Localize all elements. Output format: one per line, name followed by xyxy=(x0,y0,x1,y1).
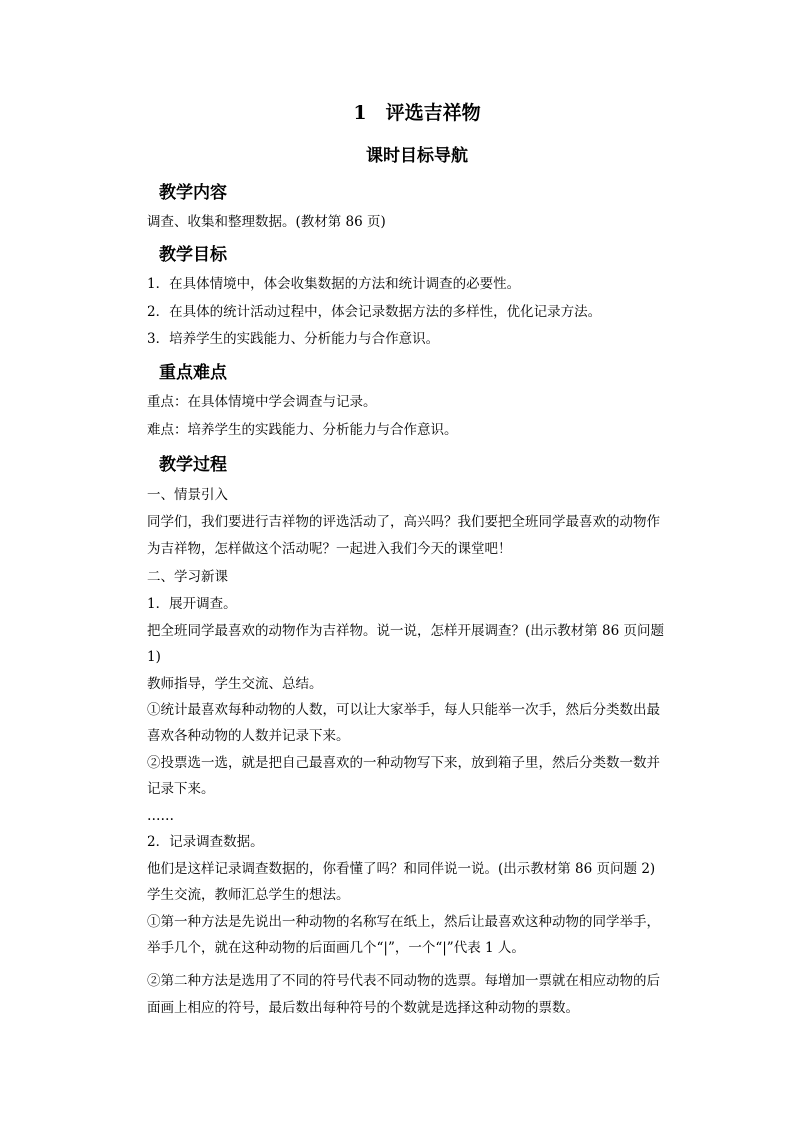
method-2-line-1: ②投票选一选，就是把自己最喜欢的一种动物写下来，放到箱子里，然后分类数一数并 xyxy=(147,755,660,771)
heading-goals: 教学目标 xyxy=(159,245,227,265)
heading-process: 教学过程 xyxy=(159,455,227,475)
record-2-line-1: ②第二种方法是选用了不同的符号代表不同动物的选票。每增加一票就在相应动物的后 xyxy=(147,973,660,989)
method-1-line-2: 喜欢各种动物的人数并记录下来。 xyxy=(147,728,350,744)
key-point: 重点：在具体情境中学会调查与记录。 xyxy=(147,394,377,410)
goal-3: 3．培养学生的实践能力、分析能力与合作意识。 xyxy=(147,331,440,347)
goal-2: 2．在具体的统计活动过程中，体会记录数据方法的多样性，优化记录方法。 xyxy=(147,304,602,320)
method-2-line-2: 记录下来。 xyxy=(147,781,215,797)
process-part-1: 一、情景引入 xyxy=(147,487,228,503)
intro-line-1: 同学们，我们要进行吉祥物的评选活动了，高兴吗？我们要把全班同学最喜欢的动物作 xyxy=(147,514,660,530)
content-text: 调查、收集和整理数据。(教材第 86 页) xyxy=(147,214,386,230)
method-1-line-1: ①统计最喜欢每种动物的人数，可以让大家举手，每人只能举一次手，然后分类数出最 xyxy=(147,702,660,718)
step-2-title: 2．记录调查数据。 xyxy=(147,834,264,850)
process-part-2: 二、学习新课 xyxy=(147,569,228,585)
intro-line-2: 为吉祥物，怎样做这个活动呢？一起进入我们今天的课堂吧！ xyxy=(147,541,512,557)
page-subtitle: 课时目标导航 xyxy=(366,146,468,166)
page-title: 1 评选吉祥物 xyxy=(353,102,481,124)
record-1-line-1: ①第一种方法是先说出一种动物的名称写在纸上，然后让最喜欢这种动物的同学举手， xyxy=(147,914,660,930)
heading-content: 教学内容 xyxy=(159,183,227,203)
step-1-line-1: 把全班同学最喜欢的动物作为吉祥物。说一说，怎样开展调查？(出示教材第 86 页问题 xyxy=(147,623,665,639)
ellipsis: …… xyxy=(147,808,174,824)
step-1-guide: 教师指导，学生交流、总结。 xyxy=(147,676,323,692)
step-2-line-2: 学生交流，教师汇总学生的想法。 xyxy=(147,887,350,903)
goal-1: 1．在具体情境中，体会收集数据的方法和统计调查的必要性。 xyxy=(147,276,521,292)
step-1-title: 1．展开调查。 xyxy=(147,596,237,612)
record-2-line-2: 面画上相应的符号，最后数出每种符号的个数就是选择这种动物的票数。 xyxy=(147,1000,579,1016)
step-1-line-2: 1) xyxy=(147,649,161,665)
record-1-line-2: 举手几个，就在这种动物的后面画几个“|”，一个“|”代表 1 人。 xyxy=(147,940,525,956)
heading-key-points: 重点难点 xyxy=(159,363,227,383)
difficult-point: 难点：培养学生的实践能力、分析能力与合作意识。 xyxy=(147,422,458,438)
step-2-line-1: 他们是这样记录调查数据的，你看懂了吗？和同伴说一说。(出示教材第 86 页问题 2) xyxy=(147,861,656,877)
